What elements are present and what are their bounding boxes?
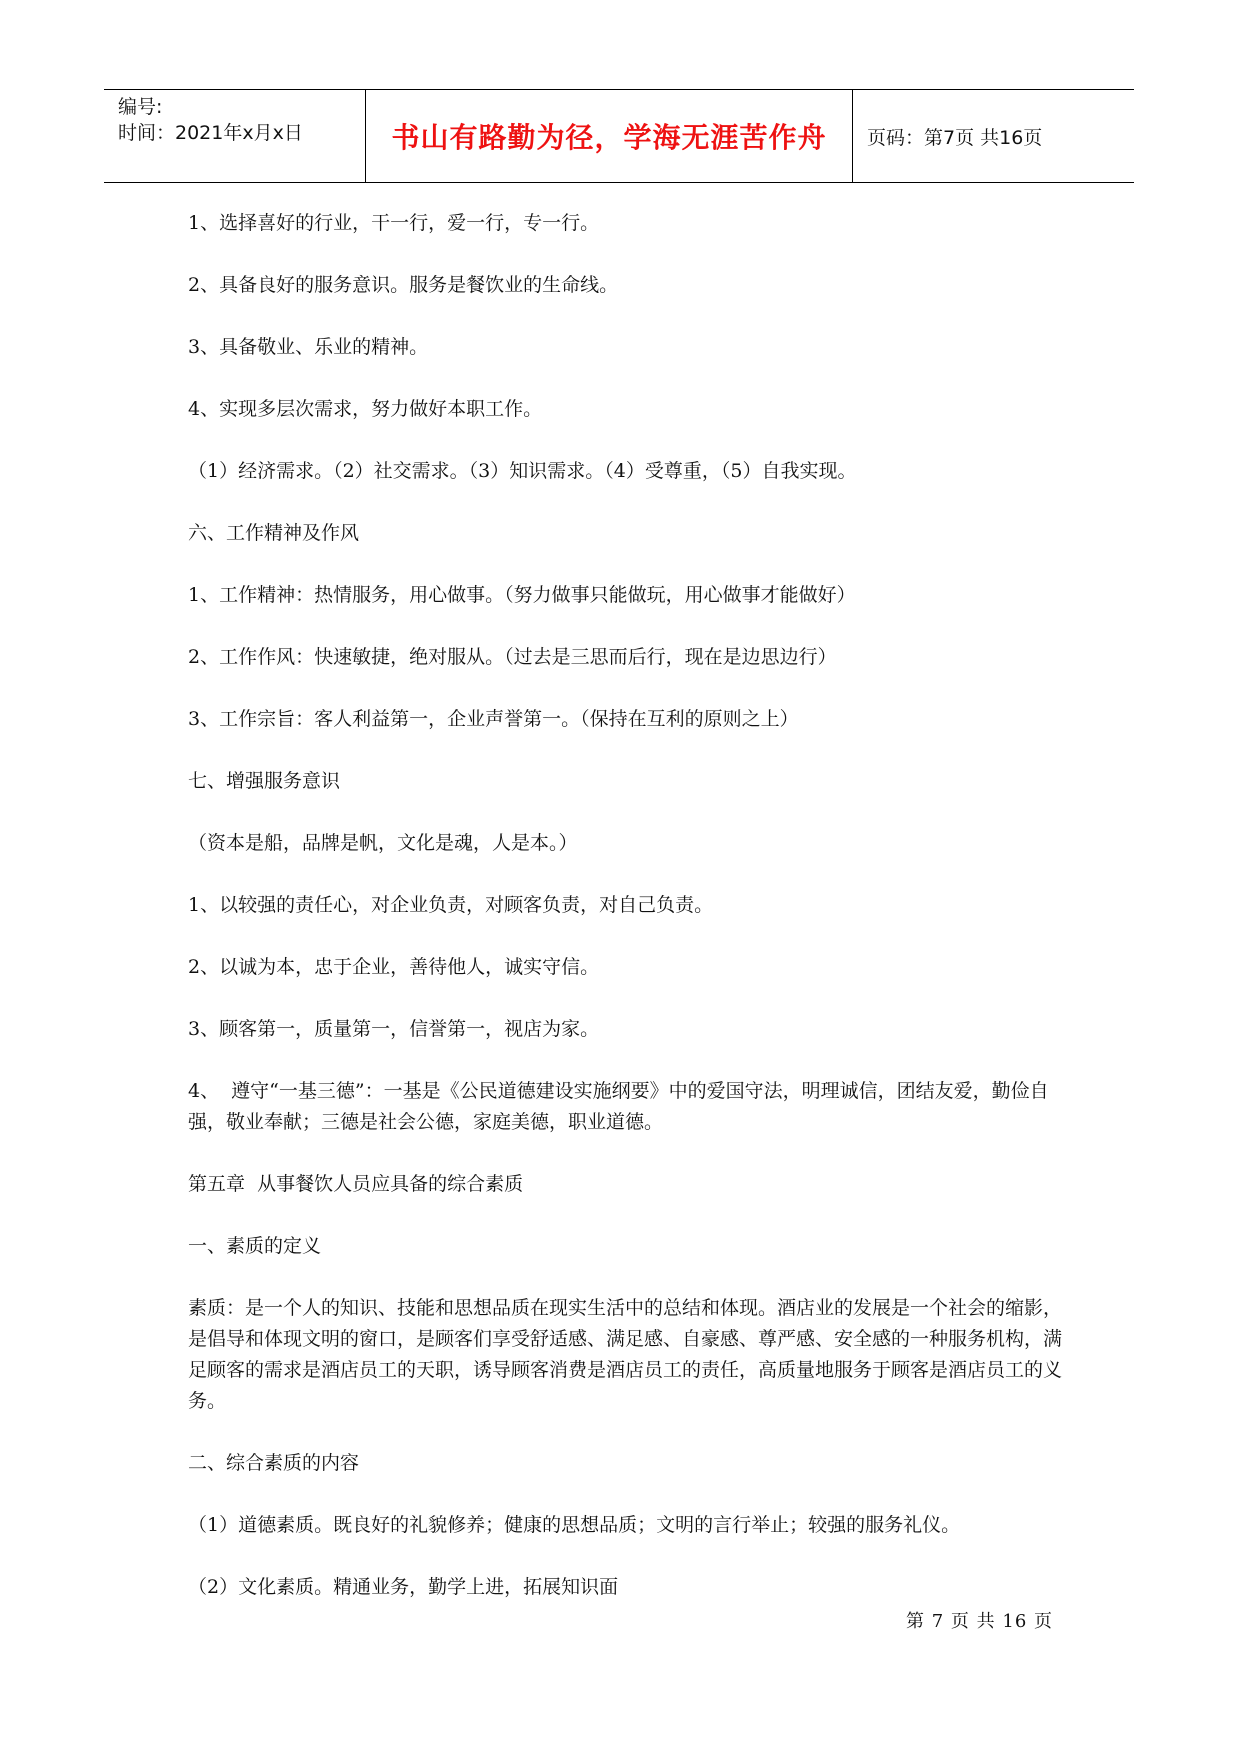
paragraph: 2、以诚为本，忠于企业，善待他人，诚实守信。 [188, 956, 600, 978]
paragraph: 1、选择喜好的行业，干一行，爱一行，专一行。 [188, 212, 600, 234]
section-heading: 七、增强服务意识 [188, 770, 341, 792]
section-heading: 六、工作精神及作风 [188, 522, 360, 544]
paragraph: 1、以较强的责任心，对企业负责，对顾客负责，对自己负责。 [188, 894, 714, 916]
section-heading: 一、素质的定义 [188, 1235, 322, 1257]
paragraph: 3、顾客第一，质量第一，信誉第一，视店为家。 [188, 1018, 600, 1040]
paragraph: （2）文化素质。精通业务，勤学上进，拓展知识面 [188, 1576, 619, 1598]
document-body [188, 208, 1068, 1634]
paragraph: 3、工作宗旨：客人利益第一，企业声誉第一。（保持在互利的原则之上） [188, 708, 799, 730]
paragraph: 4、 遵守“一基三德”：一基是《公民道德建设实施纲要》中的爱国守法，明理诚信，团结友爱，勤俭自强，敬业奉献；三德是社会公德，家庭美德，职业道德。 [188, 1080, 1049, 1133]
document-number-label: 编号: [118, 96, 163, 118]
paragraph: （资本是船，品牌是帆，文化是魂，人是本。） [188, 832, 578, 854]
paragraph: （1）经济需求。（2）社交需求。（3）知识需求。（4）受尊重，（5）自我实现。 [188, 460, 857, 482]
header-motto: 书山有路勤为径，学海无涯苦作舟 [366, 90, 853, 182]
paragraph: 2、具备良好的服务意识。服务是餐饮业的生命线。 [188, 274, 619, 296]
paragraph: （1）道德素质。既良好的礼貌修养；健康的思想品质；文明的言行举止；较强的服务礼仪。 [188, 1514, 961, 1536]
header-meta [104, 90, 366, 182]
page-header [104, 89, 1134, 183]
header-page-info: 页码：第7页 共16页 [867, 126, 1043, 149]
chapter-heading: 第五章 从事餐饮人员应具备的综合素质 [188, 1173, 524, 1195]
page-footer: 第 7 页 共 16 页 [906, 1611, 1053, 1632]
paragraph: 1、工作精神：热情服务，用心做事。（努力做事只能做玩，用心做事才能做好） [188, 584, 856, 606]
paragraph: 2、工作作风：快速敏捷，绝对服从。（过去是三思而后行，现在是边思边行） [188, 646, 837, 668]
document-time-label: 时间：2021年x月x日 [118, 122, 303, 144]
paragraph: 素质：是一个人的知识、技能和思想品质在现实生活中的总结和体现。酒店业的发展是一个社会的缩影，是倡导和体现文明的窗口，是顾客们享受舒适感、满足感、自豪感、尊严感、安全感的一种服务机构，满足顾客的需求是酒店员工的天职，诱导顾客消费是酒店员工的责任，高质量地服务于顾客是酒店员工的义务。 [188, 1297, 1063, 1412]
paragraph: 4、实现多层次需求，努力做好本职工作。 [188, 398, 543, 420]
section-heading: 二、综合素质的内容 [188, 1452, 360, 1474]
paragraph: 3、具备敬业、乐业的精神。 [188, 336, 429, 358]
